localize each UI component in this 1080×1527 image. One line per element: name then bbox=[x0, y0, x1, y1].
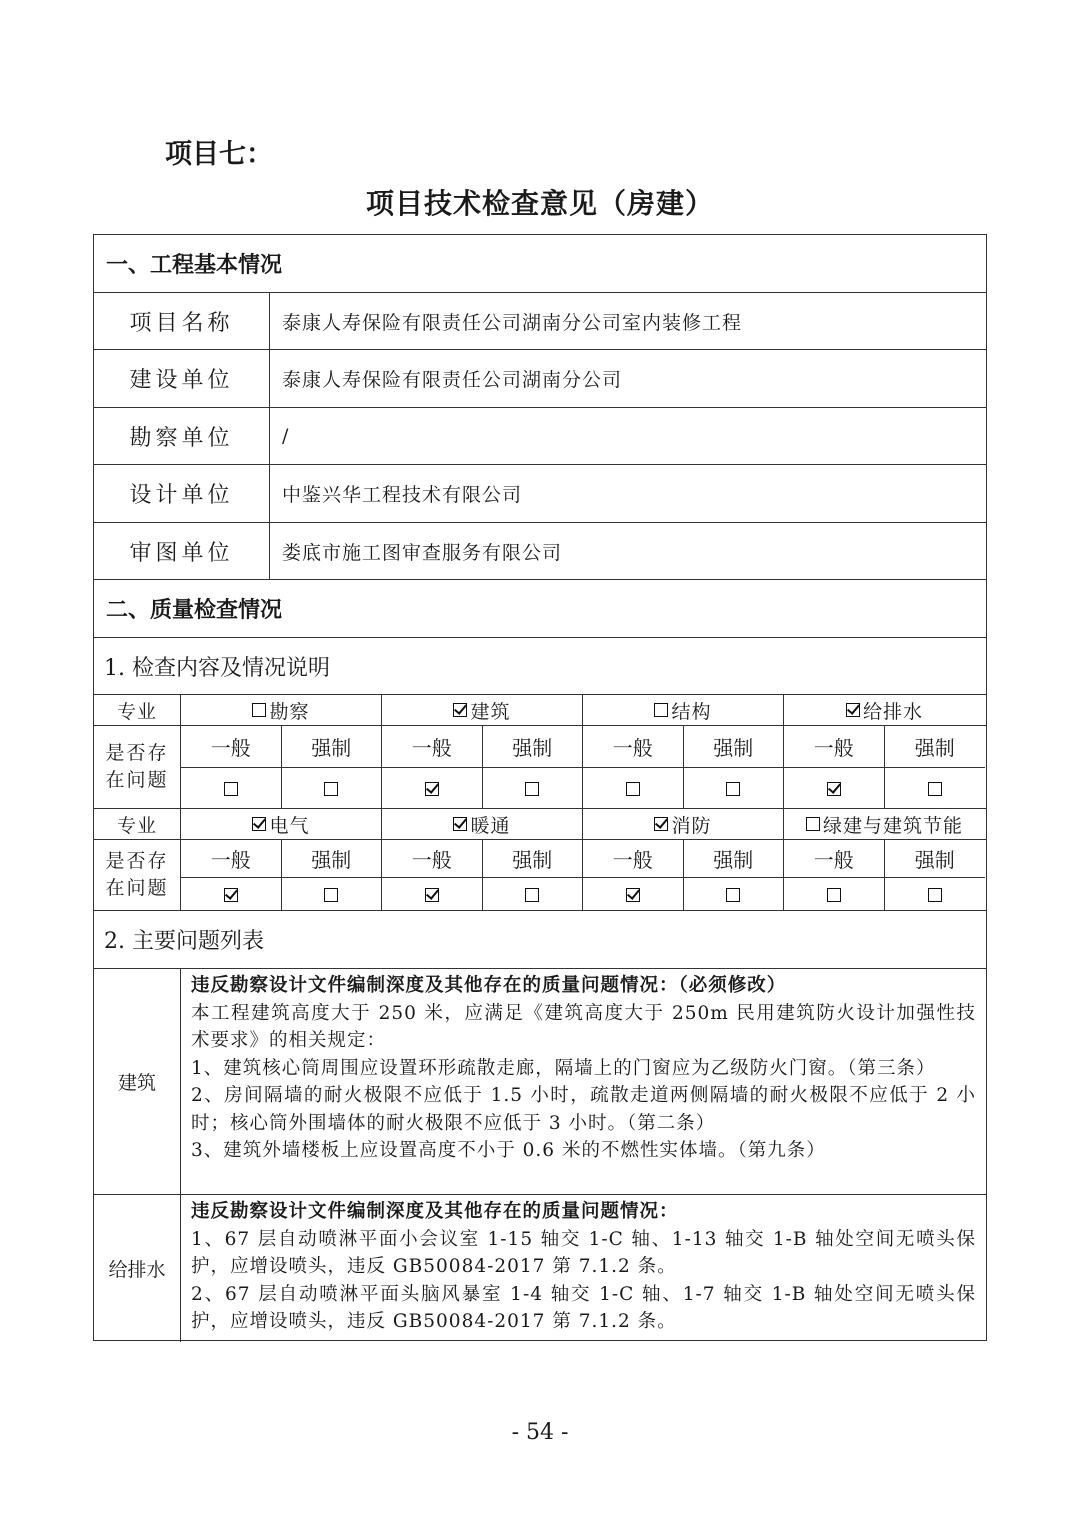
info-label: 项目名称 bbox=[94, 293, 270, 349]
problem-type-cell: 强制 bbox=[483, 726, 584, 768]
checked-box-icon[interactable] bbox=[626, 888, 640, 902]
info-value: 中鉴兴华工程技术有限公司 bbox=[282, 484, 523, 506]
info-value: / bbox=[282, 425, 290, 447]
issue-row bbox=[94, 1195, 986, 1342]
problem-row bbox=[94, 726, 986, 809]
major-name: 勘察 bbox=[269, 700, 310, 723]
issue-content bbox=[181, 1195, 986, 1342]
info-label: 建设单位 bbox=[94, 350, 270, 407]
major-cell bbox=[382, 809, 583, 839]
problem-check-cell bbox=[382, 878, 483, 911]
major-cell bbox=[382, 695, 583, 725]
problem-type-cell: 强制 bbox=[885, 726, 986, 768]
major-label: 专业 bbox=[94, 809, 181, 839]
major-label: 专业 bbox=[94, 695, 181, 725]
checked-box-icon[interactable] bbox=[453, 817, 467, 831]
unchecked-box-icon[interactable] bbox=[224, 782, 238, 796]
unchecked-box-icon[interactable] bbox=[726, 888, 740, 902]
subsection-check-content: 1. 检查内容及情况说明 bbox=[94, 638, 986, 695]
issue-line: 2、房间隔墙的耐火极限不应低于 1.5 小时，疏散走道两侧隔墙的耐火极限不应低于 2 小时；核心筒外围墙体的耐火极限不应低于 3 小时。（第二条） bbox=[191, 1085, 976, 1134]
problem-type-cell: 强制 bbox=[885, 840, 986, 878]
section-heading: 项目七： bbox=[165, 139, 273, 170]
major-cell bbox=[583, 695, 784, 725]
problem-type-cell: 强制 bbox=[282, 840, 383, 878]
inspection-table bbox=[93, 234, 987, 1341]
major-name: 消防 bbox=[671, 814, 712, 837]
problem-label-cell bbox=[94, 726, 181, 808]
info-row bbox=[94, 523, 986, 580]
major-cell bbox=[784, 809, 985, 839]
info-value: 泰康人寿保险有限责任公司湖南分公司室内装修工程 bbox=[282, 311, 743, 334]
problem-type-cell: 强制 bbox=[282, 726, 383, 768]
unchecked-box-icon[interactable] bbox=[928, 782, 942, 796]
problem-label-cell bbox=[94, 840, 181, 910]
major-cell bbox=[181, 695, 382, 725]
issue-line: 1、建筑核心筒周围应设置环形疏散走廊，隔墙上的门窗应为乙级防火门窗。（第三条） bbox=[191, 1057, 936, 1079]
problem-label: 是否存在问题 bbox=[105, 850, 169, 899]
problem-type-cell: 一般 bbox=[583, 840, 684, 878]
info-label: 设计单位 bbox=[94, 465, 270, 522]
info-row bbox=[94, 408, 986, 465]
issue-line: 1、67 层自动喷淋平面小会议室 1-15 轴交 1-C 轴、1-13 轴交 1-B 轴处空间无喷头保护，应增设喷头，违反 GB50084-2017 第 7.1.2 条。 bbox=[191, 1228, 976, 1277]
info-row bbox=[94, 350, 986, 408]
issue-line: 2、67 层自动喷淋平面头脑风暴室 1-4 轴交 1-C 轴、1-7 轴交 1-B 轴处空间无喷头保护，应增设喷头，违反 GB50084-2017 第 7.1.2 条。 bbox=[191, 1283, 976, 1332]
info-value: 泰康人寿保险有限责任公司湖南分公司 bbox=[282, 369, 623, 391]
checked-box-icon[interactable] bbox=[827, 782, 841, 796]
unchecked-box-icon[interactable] bbox=[525, 782, 539, 796]
info-label: 勘察单位 bbox=[94, 408, 270, 464]
unchecked-box-icon[interactable] bbox=[654, 703, 668, 717]
major-name: 绿建与建筑节能 bbox=[822, 814, 963, 837]
major-cell bbox=[181, 809, 382, 839]
major-name: 暖通 bbox=[470, 814, 511, 837]
issue-content bbox=[181, 969, 986, 1194]
unchecked-box-icon[interactable] bbox=[324, 888, 338, 902]
issue-line: 本工程建筑高度大于 250 米，应满足《建筑高度大于 250m 民用建筑防火设计加强性技术要求》的相关规定： bbox=[191, 1002, 976, 1051]
problem-check-cell bbox=[784, 878, 885, 911]
problem-check-cell bbox=[684, 878, 785, 911]
problem-type-cell: 一般 bbox=[181, 726, 282, 768]
problem-type-cell: 一般 bbox=[784, 726, 885, 768]
problem-type-cell: 强制 bbox=[483, 840, 584, 878]
problem-row bbox=[94, 840, 986, 911]
problem-check-cell bbox=[282, 878, 383, 911]
problem-check-cell bbox=[583, 768, 684, 809]
problem-check-cell bbox=[181, 878, 282, 911]
major-row bbox=[94, 809, 986, 840]
problem-check-cell bbox=[382, 768, 483, 809]
problem-check-cell bbox=[483, 768, 584, 809]
document-title: 项目技术检查意见（房建） bbox=[365, 187, 714, 220]
unchecked-box-icon[interactable] bbox=[324, 782, 338, 796]
info-row bbox=[94, 293, 986, 350]
issue-line: 3、建筑外墙楼板上应设置高度不小于 0.6 米的不燃性实体墙。（第九条） bbox=[191, 1140, 826, 1161]
info-value: 娄底市施工图审查服务有限公司 bbox=[282, 541, 563, 564]
checked-box-icon[interactable] bbox=[252, 817, 266, 831]
major-name: 建筑 bbox=[470, 700, 511, 723]
major-cell bbox=[784, 695, 985, 725]
subsection-issue-list: 2. 主要问题列表 bbox=[94, 911, 986, 969]
section1-title: 一、工程基本情况 bbox=[94, 235, 986, 293]
checked-box-icon[interactable] bbox=[224, 888, 238, 902]
problem-check-cell bbox=[885, 768, 986, 809]
major-name: 电气 bbox=[269, 814, 310, 837]
info-row bbox=[94, 465, 986, 523]
problem-check-cell bbox=[181, 768, 282, 809]
unchecked-box-icon[interactable] bbox=[806, 817, 820, 831]
problem-type-cell: 一般 bbox=[181, 840, 282, 878]
problem-label: 是否存在问题 bbox=[105, 742, 169, 791]
major-cell bbox=[583, 809, 784, 839]
unchecked-box-icon[interactable] bbox=[827, 888, 841, 902]
unchecked-box-icon[interactable] bbox=[252, 703, 266, 717]
section2-title: 二、质量检查情况 bbox=[94, 580, 986, 638]
problem-check-cell bbox=[282, 768, 383, 809]
problem-type-cell: 一般 bbox=[382, 840, 483, 878]
issue-header: 违反勘察设计文件编制深度及其他存在的质量问题情况： bbox=[191, 1201, 679, 1222]
problem-check-cell bbox=[784, 768, 885, 809]
problem-type-cell: 一般 bbox=[583, 726, 684, 768]
issue-header: 违反勘察设计文件编制深度及其他存在的质量问题情况：（必须修改） bbox=[191, 975, 787, 996]
checked-box-icon[interactable] bbox=[846, 703, 860, 717]
problem-check-cell bbox=[483, 878, 584, 911]
checked-box-icon[interactable] bbox=[425, 782, 439, 796]
problem-check-cell bbox=[885, 878, 986, 911]
unchecked-box-icon[interactable] bbox=[726, 782, 740, 796]
problem-check-cell bbox=[583, 878, 684, 911]
checked-box-icon[interactable] bbox=[453, 703, 467, 717]
problem-check-cell bbox=[684, 768, 785, 809]
problem-type-cell: 强制 bbox=[684, 726, 785, 768]
problem-type-cell: 一般 bbox=[382, 726, 483, 768]
issue-row bbox=[94, 969, 986, 1195]
problem-type-cell: 一般 bbox=[784, 840, 885, 878]
problem-type-cell: 强制 bbox=[684, 840, 785, 878]
page-number: - 54 - bbox=[511, 1420, 569, 1445]
major-name: 结构 bbox=[671, 700, 712, 723]
checked-box-icon[interactable] bbox=[425, 888, 439, 902]
issue-category: 给排水 bbox=[94, 1195, 181, 1342]
major-row bbox=[94, 695, 986, 726]
unchecked-box-icon[interactable] bbox=[928, 888, 942, 902]
unchecked-box-icon[interactable] bbox=[525, 888, 539, 902]
checked-box-icon[interactable] bbox=[654, 817, 668, 831]
info-label: 审图单位 bbox=[94, 523, 270, 579]
issue-category: 建筑 bbox=[94, 969, 181, 1194]
unchecked-box-icon[interactable] bbox=[626, 782, 640, 796]
major-name: 给排水 bbox=[862, 700, 923, 723]
